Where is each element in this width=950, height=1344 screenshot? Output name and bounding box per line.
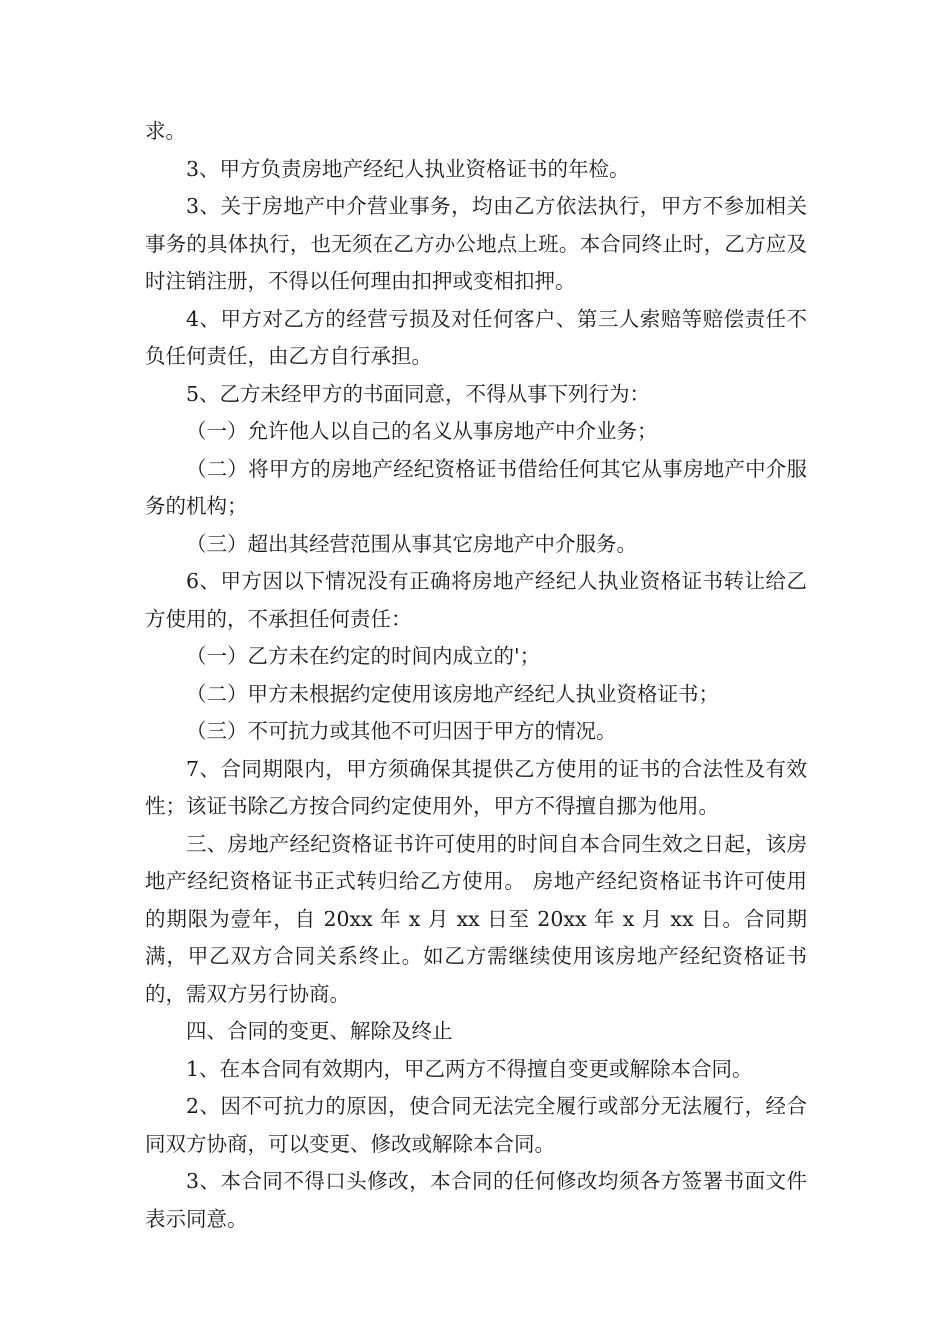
paragraph-subitem-2b: （二）甲方未根据约定使用该房地产经纪人执业资格证书； <box>186 681 719 706</box>
paragraph-item-4-liability: 4、甲方对乙方的经营亏损及对任何客户、第三人索赔等赔偿责任不负任何责任，由乙方自行承担。 <box>145 306 807 368</box>
paragraph-item-6-exemption: 6、甲方因以下情况没有正确将房地产经纪人执业资格证书转让给乙方使用的，不承担任何责任： <box>145 569 807 631</box>
paragraph-section-4-item-3: 3、本合同不得口头修改，本合同的任何修改均须各方签署书面文件表示同意。 <box>145 1169 807 1231</box>
section-heading-4: 四、合同的变更、解除及终止 <box>186 1019 453 1043</box>
paragraph-continuation: 求。 <box>145 119 186 143</box>
paragraph-item-3-annual-check: 3、甲方负责房地产经纪人执业资格证书的年检。 <box>186 156 630 181</box>
paragraph-section-3-term: 三、房地产经纪资格证书许可使用的时间自本合同生效之日起，该房地产经纪资格证书正式转归给乙方使用。 房地产经纪资格证书许可使用的期限为壹年，自 20xx 年 x 月 xx 日至 20xx 年 x 月 xx 日。合同期满，甲乙双方合同关系终止。如乙方需继续使用该房地产经纪资格证书的，需双方另行协商。 <box>145 831 807 1006</box>
paragraph-section-4-item-1: 1、在本合同有效期内，甲乙两方不得擅自变更或解除本合同。 <box>186 1056 753 1081</box>
paragraph-subitem-1b: （一）乙方未在约定的时间内成立的'； <box>186 644 541 668</box>
paragraph-subitem-1: （一）允许他人以自己的名义从事房地产中介业务； <box>186 419 658 443</box>
paragraph-item-3-business-affairs: 3、关于房地产中介营业事务，均由乙方依法执行，甲方不参加相关事务的具体执行，也无须在乙方办公地点上班。本合同终止时，乙方应及时注销注册，不得以任何理由扣押或变相扣押。 <box>145 194 807 293</box>
paragraph-subitem-3: （三）超出其经营范围从事其它房地产中介服务。 <box>186 531 637 556</box>
paragraph-subitem-3b: （三）不可抗力或其他不可归因于甲方的情况。 <box>186 719 617 743</box>
paragraph-subitem-2: （二）将甲方的房地产经纪资格证书借给任何其它从事房地产中介服务的机构； <box>145 456 807 518</box>
document-body <box>145 113 807 1238</box>
paragraph-item-5-prohibited: 5、乙方未经甲方的书面同意，不得从事下列行为： <box>186 381 651 406</box>
paragraph-section-4-item-2: 2、因不可抗力的原因，使合同无法完全履行或部分无法履行，经合同双方协商，可以变更、修改或解除本合同。 <box>145 1094 807 1156</box>
paragraph-item-7-validity: 7、合同期限内，甲方须确保其提供乙方使用的证书的合法性及有效性；该证书除乙方按合同约定使用外，甲方不得擅自挪为他用。 <box>145 756 807 818</box>
